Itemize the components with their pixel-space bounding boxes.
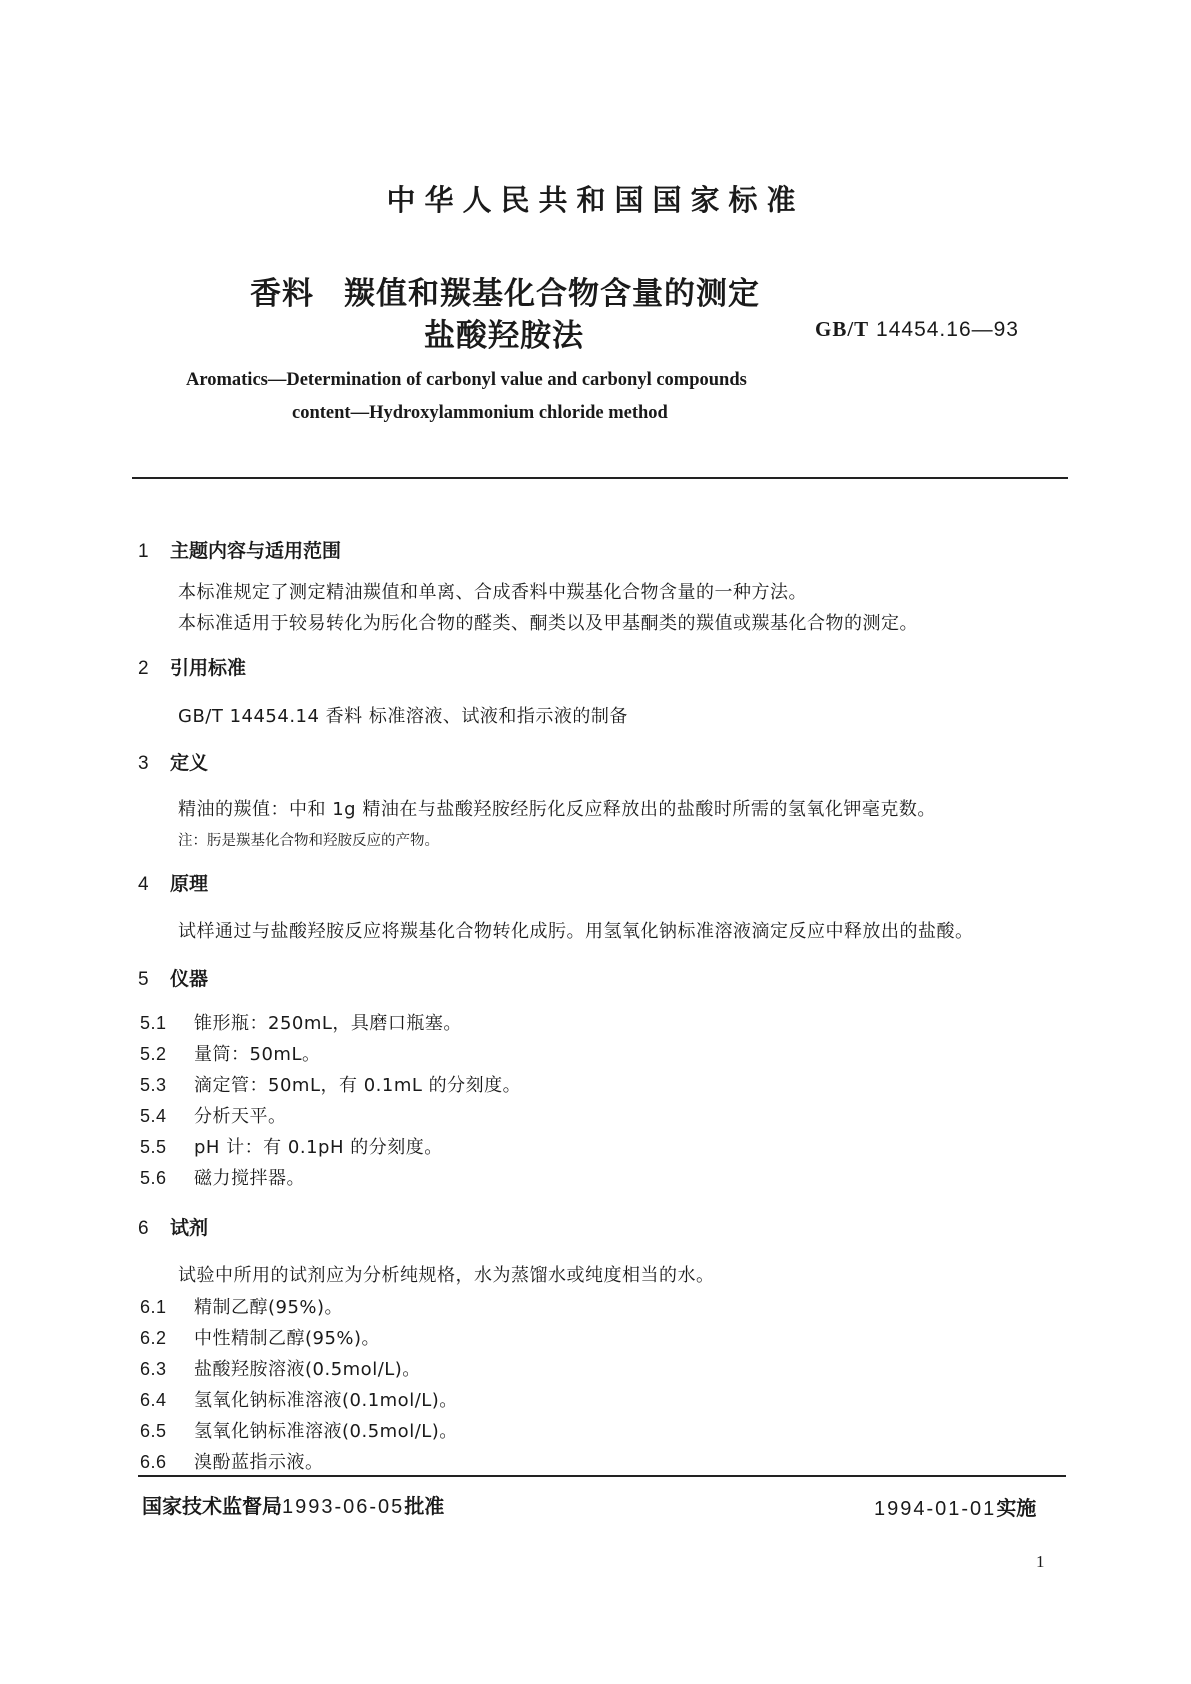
standard-code-number: 14454.16—93	[876, 318, 1019, 341]
footer-divider	[138, 1475, 1066, 1477]
effective-suffix: 实施	[996, 1496, 1037, 1520]
approval-date: 1993-06-05	[282, 1496, 405, 1518]
item-number: 5.4	[140, 1106, 167, 1126]
item-number: 6.4	[140, 1390, 167, 1410]
list-item	[140, 1164, 305, 1190]
list-item	[140, 1417, 458, 1443]
item-text: 滴定管：50mL，有 0.1mL 的分刻度。	[194, 1075, 522, 1096]
item-text: 盐酸羟胺溶液(0.5mol/L)。	[194, 1359, 421, 1380]
section-number: 6	[138, 1218, 149, 1239]
item-number: 6.3	[140, 1359, 167, 1379]
approval-org: 国家技术监督局	[142, 1494, 282, 1518]
standard-code	[815, 317, 1019, 342]
section-number: 1	[138, 541, 149, 562]
item-number: 5.3	[140, 1075, 167, 1095]
item-number: 5.2	[140, 1044, 167, 1064]
item-number: 6.6	[140, 1452, 167, 1472]
section-1-paragraph-1: 本标准规定了测定精油羰值和单离、合成香料中羰基化合物含量的一种方法。	[178, 582, 807, 603]
title-prefix: 香料	[250, 276, 314, 312]
list-item	[140, 1324, 380, 1350]
list-item	[140, 1102, 287, 1128]
section-number: 4	[138, 874, 149, 895]
item-text: 量筒：50mL。	[194, 1044, 321, 1065]
page-number: 1	[1036, 1552, 1045, 1571]
section-5-heading	[138, 964, 208, 991]
section-6-paragraph-1: 试验中所用的试剂应为分析纯规格，水为蒸馏水或纯度相当的水。	[178, 1265, 715, 1286]
item-text: 磁力搅拌器。	[194, 1168, 305, 1189]
item-number: 6.2	[140, 1328, 167, 1348]
item-text: 中性精制乙醇(95%)。	[194, 1328, 381, 1349]
section-2-paragraph-1: GB/T 14454.14 香料 标准溶液、试液和指示液的制备	[178, 706, 628, 727]
approval-suffix: 批准	[404, 1494, 445, 1518]
item-text: 分析天平。	[194, 1106, 287, 1127]
item-number: 6.1	[140, 1297, 167, 1317]
list-item	[140, 1386, 458, 1412]
section-3-paragraph-1: 精油的羰值：中和 1g 精油在与盐酸羟胺经肟化反应释放出的盐酸时所需的氢氧化钾毫克数。	[178, 799, 936, 820]
item-text: 溴酚蓝指示液。	[194, 1452, 324, 1473]
approval-line	[142, 1490, 444, 1519]
section-4-paragraph-1: 试样通过与盐酸羟胺反应将羰基化合物转化成肟。用氢氧化钠标准溶液滴定反应中释放出的盐酸。	[178, 921, 974, 942]
list-item	[140, 1448, 324, 1474]
list-item	[140, 1293, 343, 1319]
section-title: 试剂	[170, 1217, 209, 1239]
item-text: pH 计：有 0.1pH 的分刻度。	[194, 1137, 443, 1158]
section-6-heading	[138, 1213, 208, 1240]
item-text: 氢氧化钠标准溶液(0.5mol/L)。	[194, 1421, 458, 1442]
item-number: 5.6	[140, 1168, 167, 1188]
section-number: 3	[138, 753, 149, 774]
item-number: 5.5	[140, 1137, 167, 1157]
effective-line	[874, 1492, 1036, 1521]
item-number: 5.1	[140, 1013, 167, 1033]
section-title: 仪器	[170, 968, 209, 990]
item-number: 6.5	[140, 1421, 167, 1441]
section-title: 原理	[170, 873, 209, 895]
section-2-heading	[138, 653, 246, 680]
document-title-line1	[250, 268, 760, 313]
item-text: 精制乙醇(95%)。	[194, 1297, 344, 1318]
list-item	[140, 1133, 443, 1159]
section-1-paragraph-2: 本标准适用于较易转化为肟化合物的醛类、酮类以及甲基酮类的羰值或羰基化合物的测定。	[178, 613, 918, 634]
section-3-note: 注：肟是羰基化合物和羟胺反应的产物。	[178, 833, 439, 849]
effective-date: 1994-01-01	[874, 1498, 997, 1520]
english-title-line1: Aromatics—Determination of carbonyl value and carbonyl compounds	[186, 370, 747, 390]
section-title: 主题内容与适用范围	[170, 540, 342, 562]
section-3-heading	[138, 748, 208, 775]
section-title: 定义	[170, 752, 209, 774]
list-item	[140, 1355, 421, 1381]
section-number: 2	[138, 658, 149, 679]
title-main: 羰值和羰基化合物含量的测定	[344, 276, 760, 312]
list-item	[140, 1040, 320, 1066]
section-title: 引用标准	[170, 657, 247, 679]
english-title-line2: content—Hydroxylammonium chloride method	[292, 403, 668, 423]
section-number: 5	[138, 969, 149, 990]
list-item	[140, 1071, 521, 1097]
national-standard-heading: 中华人民共和国国家标准	[386, 183, 805, 217]
section-4-heading	[138, 869, 208, 896]
header-divider	[132, 477, 1068, 479]
section-1-heading	[138, 536, 341, 563]
standard-code-prefix: GB/T	[815, 317, 870, 341]
list-item	[140, 1009, 462, 1035]
item-text: 氢氧化钠标准溶液(0.1mol/L)。	[194, 1390, 458, 1411]
document-title-line2: 盐酸羟胺法	[424, 318, 584, 354]
item-text: 锥形瓶：250mL，具磨口瓶塞。	[194, 1013, 462, 1034]
